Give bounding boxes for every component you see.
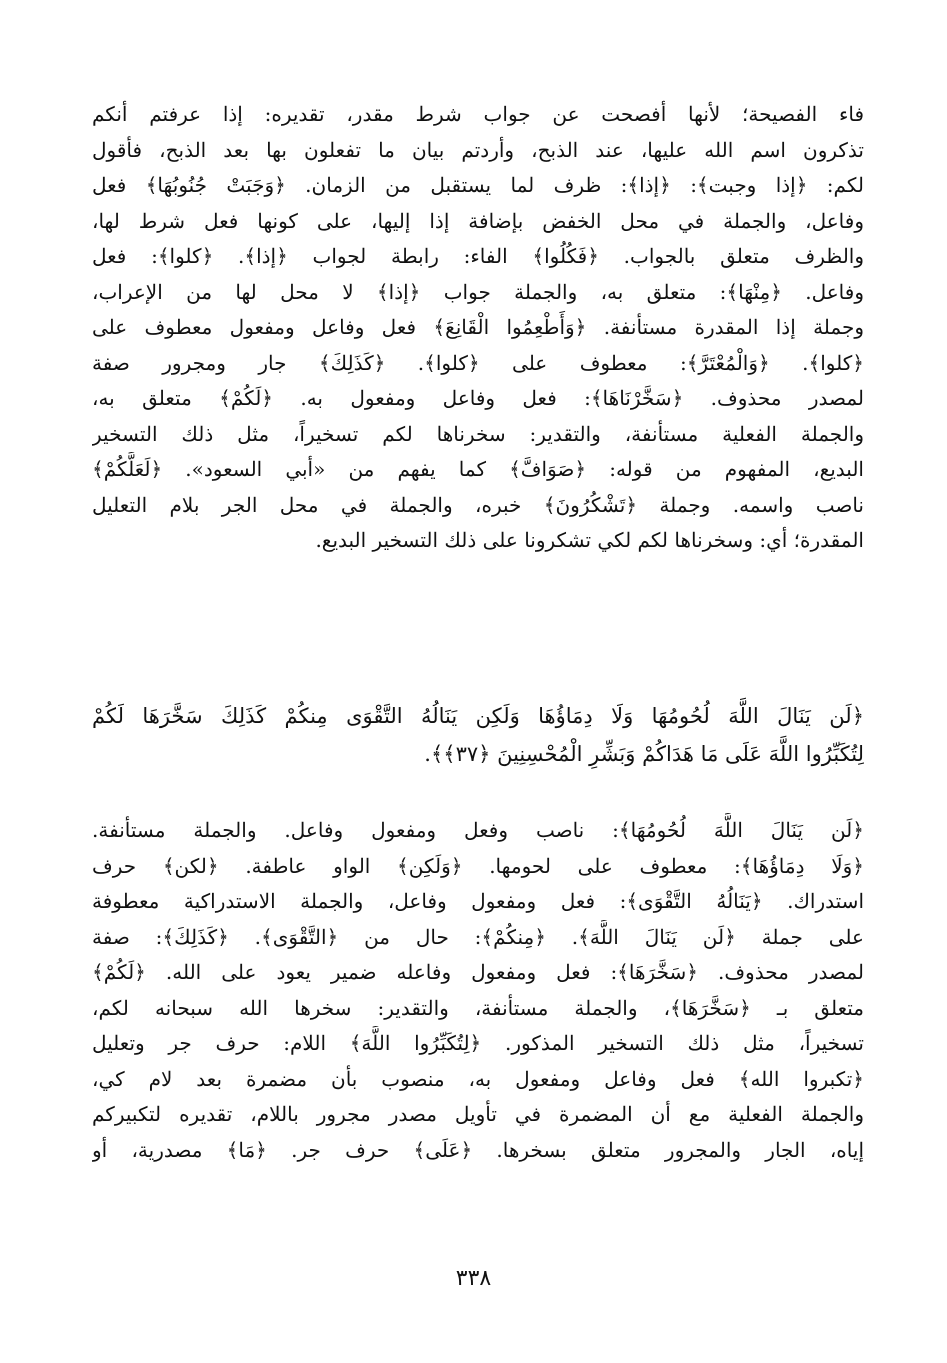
- text-line: استدراك. ﴿يَنَالُهُ التَّقْوَى﴾: فعل ومفعول وفاعل، والجملة الاستدراكية معطوفة: [92, 889, 864, 913]
- commentary-paragraph-2: [92, 813, 864, 1168]
- text-line: تسخيراً، مثل ذلك التسخير المذكور. ﴿لِتُكَبِّرُوا اللَّهَ﴾ اللام: حرف جر وتعليل: [92, 1031, 864, 1055]
- text-line: وفاعل. ﴿مِنْهَا﴾: متعلق به، والجملة جواب ﴿إذا﴾ لا محل لها من الإعراب،: [92, 279, 864, 304]
- text-line: ناصب واسمه. وجملة ﴿تَشْكُرُونَ﴾ خبره، والجملة في محل الجر بلام التعليل: [92, 492, 864, 517]
- text-line: البديع، المفهوم من قوله: ﴿صَوَافَّ﴾ كما يفهم من «أبي السعود». ﴿لَعَلَّكُمْ﴾: [92, 457, 864, 481]
- text-line: فاء الفصيحة؛ لأنها أفصحت عن جواب شرط مقدر، تقديره: إذا عرفتم أنكم: [92, 102, 864, 126]
- text-line: متعلق بـ ﴿سَخَّرَهَا﴾، والجملة مستأنفة، والتقدير: سخرها الله سبحانه لكم،: [92, 995, 864, 1020]
- text-line: ﴿كلوا﴾. ﴿وَالْمُعْتَرَّ﴾: معطوف على ﴿كلوا﴾. ﴿كَذَلِكَ﴾ جار ومجرور صفة: [92, 350, 864, 375]
- text-line: تذكرون اسم الله عليها، عند الذبح، وأردتم بيان ما تفعلون بها بعد الذبح، فأقول: [92, 137, 864, 162]
- text-line: والجملة الفعلية مستأنفة، والتقدير: سخرناها لكم تسخيراً، مثل ذلك التسخير: [92, 421, 864, 446]
- verse-line: ﴿لَن يَنَالَ اللَّهَ لُحُومُهَا وَلَا دِمَاؤُهَا وَلَكِن يَنَالُهُ التَّقْوَى مِنكُمْ كَذَلِكَ سَخَّرَهَا لَكُمْ: [92, 704, 864, 728]
- text-line: على جملة ﴿لَن يَنَالَ اللَّهَ﴾. ﴿مِنكُمْ﴾: حال من ﴿التَّقْوَى﴾. ﴿كَذَلِكَ﴾: صفة: [92, 924, 864, 949]
- verse-line: لِتُكَبِّرُوا اللَّهَ عَلَى مَا هَدَاكُمْ وَبَشِّرِ الْمُحْسِنِينَ ﴿٣٧﴾﴾.: [424, 742, 864, 766]
- text-line: لمصدر محذوف. ﴿سَخَّرْنَاهَا﴾: فعل وفاعل ومفعول به. ﴿لَكُمْ﴾ متعلق به،: [92, 386, 864, 410]
- text-line: إياه، الجار والمجرور متعلق بسخرها. ﴿عَلَى﴾ حرف جر. ﴿مَا﴾ مصدرية، أو: [92, 1137, 864, 1162]
- page-number: ٣٣٨: [455, 1266, 492, 1291]
- text-line: المقدرة؛ أي: وسخرناها لكم لكي تشكرونا على ذلك التسخير البديع.: [315, 528, 864, 552]
- text-line: والظرف متعلق بالجواب. ﴿فَكُلُوا﴾ الفاء: رابطة لجواب ﴿إذا﴾. ﴿كلوا﴾: فعل: [92, 244, 864, 268]
- text-line: ﴿وَلَا دِمَاؤُهَا﴾: معطوف على لحومها. ﴿وَلَكِن﴾ الواو عاطفة. ﴿لكن﴾ حرف: [92, 853, 864, 878]
- quran-verse: [92, 697, 864, 773]
- commentary-paragraph-1: [92, 97, 864, 559]
- text-line: لكم: ﴿إذا وجبت﴾: ﴿إذا﴾: ظرف لما يستقبل من الزمان. ﴿وَجَبَتْ جُنُوبُهَا﴾ فعل: [92, 173, 864, 197]
- text-line: وجملة إذا المقدرة مستأنفة. ﴿وَأَطْعِمُوا الْقَانِعَ﴾ فعل وفاعل ومفعول معطوف على: [92, 315, 864, 339]
- text-line: ﴿لَن يَنَالَ اللَّهَ لُحُومُهَا﴾: ناصب وفعل ومفعول وفاعل. والجملة مستأنفة.: [92, 818, 864, 842]
- text-line: والجملة الفعلية مع أن المضمرة في تأويل مصدر مجرور باللام، تقديره لتكبيركم: [92, 1102, 864, 1126]
- text-line: وفاعل، والجملة في محل الخفض بإضافة إذا إليها، على كونها فعل شرط لها،: [92, 208, 864, 233]
- text-line: لمصدر محذوف. ﴿سَخَّرَهَا﴾: فعل ومفعول وفاعله ضمير يعود على الله. ﴿لَكُمْ﴾: [92, 960, 864, 984]
- text-line: ﴿تكبروا الله﴾ فعل وفاعل ومفعول به، منصوب بأن مضمرة بعد لام كي،: [92, 1066, 864, 1091]
